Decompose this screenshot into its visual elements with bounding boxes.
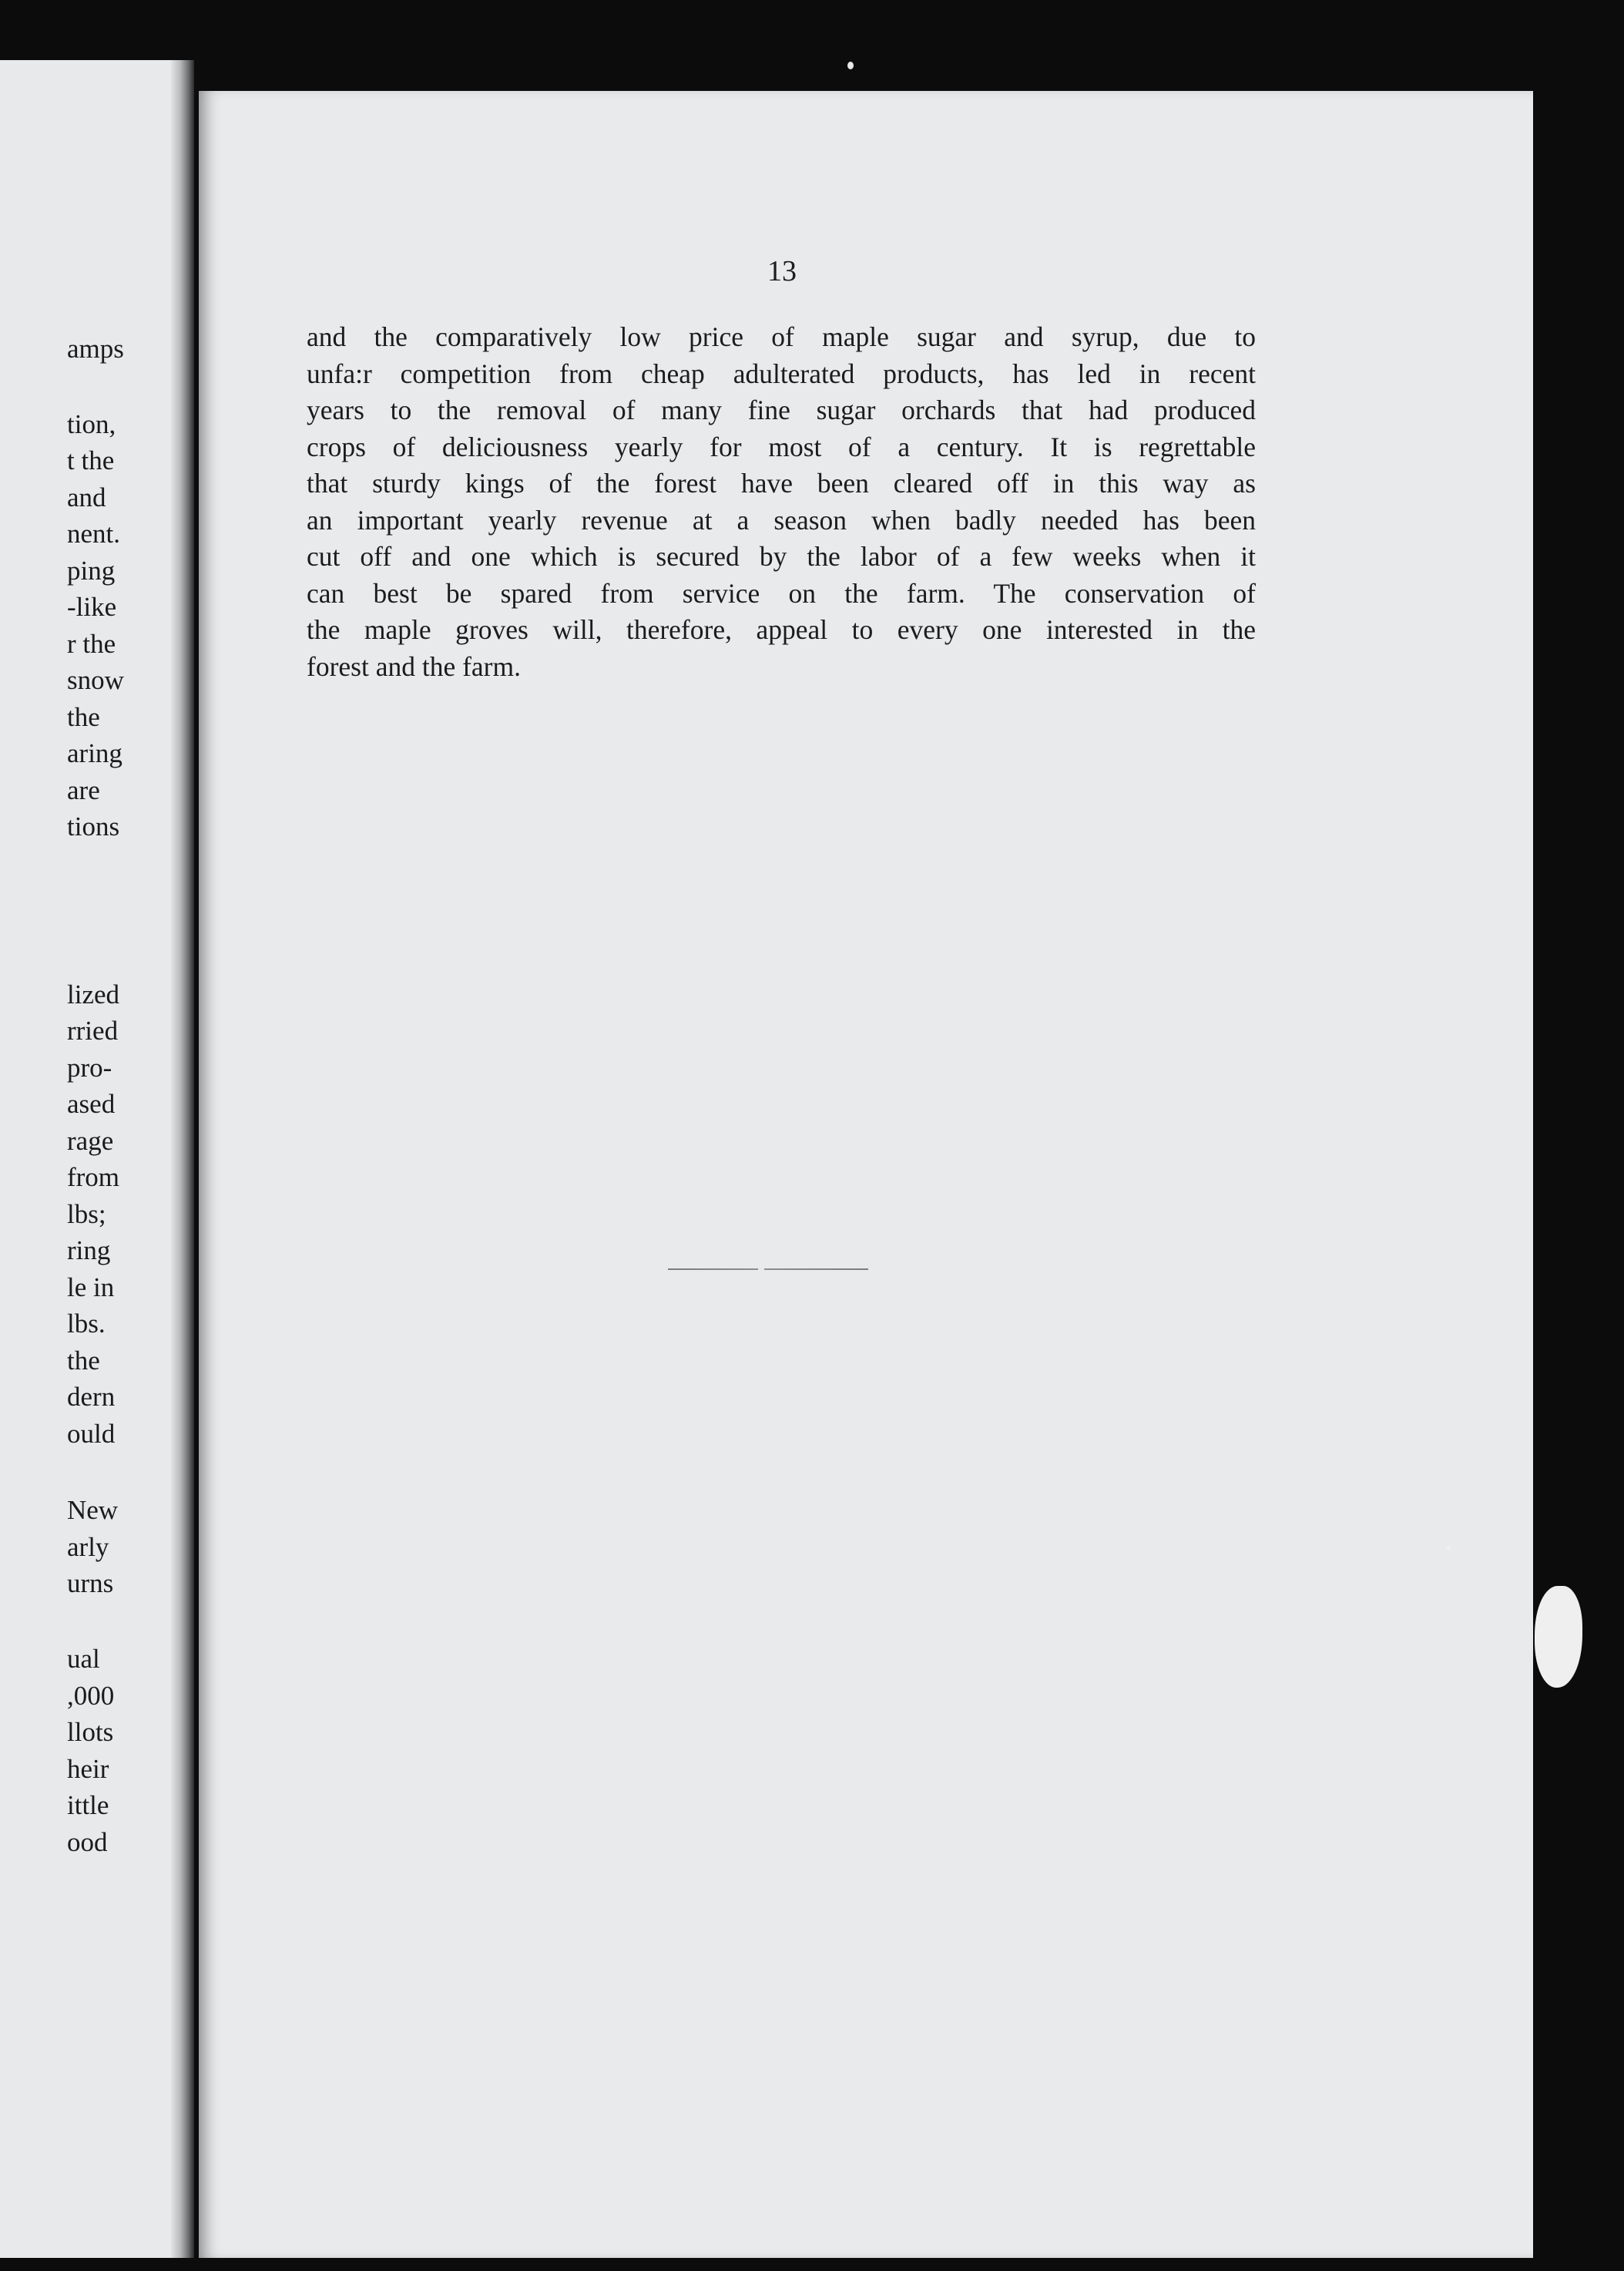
page-gutter-shadow	[171, 60, 194, 2258]
left-page-fragment: the	[67, 1345, 100, 1376]
text-line: crops of deliciousness yearly for most of a century. It is regrettable	[307, 431, 1256, 462]
text-line: the maple groves will, therefore, appeal to every one interested in the	[307, 614, 1256, 645]
left-page-fragment: urns	[67, 1568, 114, 1598]
left-page-fragment: and	[67, 482, 106, 512]
left-page-fragment: are	[67, 775, 100, 805]
left-page-fragment: arly	[67, 1532, 109, 1562]
text-line: and the comparatively low price of maple sugar and syrup, due to	[307, 321, 1256, 352]
left-page-fragment: amps	[67, 334, 124, 364]
left-page-fragment: ual	[67, 1644, 100, 1674]
left-page-fragment: ping	[67, 556, 116, 586]
left-page-fragment: t the	[67, 445, 115, 475]
left-page-fragment: snow	[67, 665, 124, 695]
left-page-fragment: from	[67, 1162, 120, 1192]
current-page	[199, 91, 1533, 2258]
previous-page	[0, 60, 194, 2258]
left-page-fragment: heir	[67, 1754, 109, 1784]
left-page-fragment: New	[67, 1495, 119, 1525]
left-page-fragment: ring	[67, 1235, 111, 1265]
scan-blemish	[1535, 1586, 1582, 1688]
left-page-fragment: pro-	[67, 1053, 112, 1083]
scan-speck	[847, 62, 854, 69]
left-page-fragment: ood	[67, 1827, 108, 1857]
text-line: years to the removal of many fine sugar orchards that had produced	[307, 395, 1256, 425]
left-page-fragment: ould	[67, 1419, 116, 1449]
left-page-fragment: -like	[67, 592, 117, 622]
text-line: cut off and one which is secured by the labor of a few weeks when it	[307, 541, 1256, 572]
text-line: an important yearly revenue at a season when badly needed has been	[307, 504, 1256, 536]
section-divider	[668, 1268, 868, 1270]
left-page-fragment: nent.	[67, 519, 121, 549]
left-page-fragment: rage	[67, 1126, 114, 1156]
left-page-fragment: the	[67, 702, 100, 732]
left-page-fragment: ittle	[67, 1790, 109, 1820]
left-page-fragment: lized	[67, 979, 120, 1010]
left-page-fragment: tion,	[67, 409, 116, 439]
text-line: unfa:r competition from cheap adulterated products, has led in recent	[307, 358, 1256, 389]
page-number: 13	[767, 255, 797, 287]
left-page-fragment: ,000	[67, 1681, 115, 1711]
left-page-fragment: aring	[67, 738, 122, 768]
scan-speck	[1447, 1546, 1451, 1550]
left-page-fragment: lbs;	[67, 1199, 106, 1229]
left-page-fragment: r the	[67, 629, 116, 659]
left-page-fragment: tions	[67, 811, 120, 842]
left-page-fragment: lbs.	[67, 1309, 106, 1339]
text-line: forest and the farm.	[307, 650, 521, 682]
text-line: can best be spared from service on the farm. The conservation of	[307, 577, 1256, 609]
left-page-fragment: llots	[67, 1717, 114, 1747]
left-page-fragment: ased	[67, 1089, 116, 1119]
left-page-fragment: le in	[67, 1272, 115, 1302]
text-line: that sturdy kings of the forest have been cleared off in this way as	[307, 468, 1256, 499]
left-page-fragment: rried	[67, 1016, 119, 1046]
left-page-fragment: dern	[67, 1382, 116, 1412]
body-paragraph	[307, 319, 1256, 685]
